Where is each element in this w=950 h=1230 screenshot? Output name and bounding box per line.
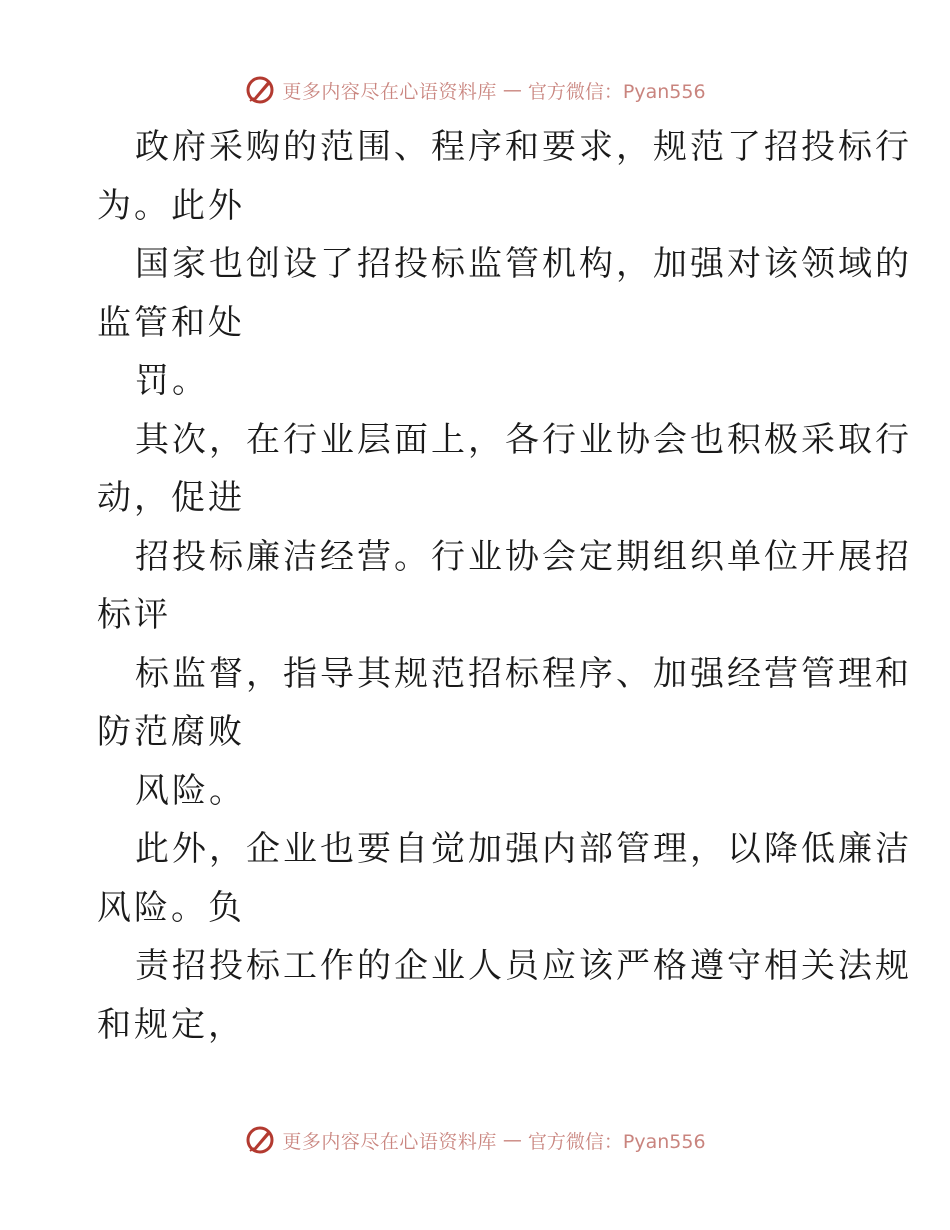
text-line: 标评 — [97, 595, 171, 635]
text-line: 监管和处 — [97, 302, 245, 343]
text-line: 风险。负 — [97, 887, 245, 928]
text-line: 政府采购的范围、程序和要求，规范了招投标行 — [135, 127, 912, 167]
watermark-dash: — — [502, 1129, 522, 1151]
watermark-wechat-text: 官方微信：Pyan556 — [527, 1130, 706, 1153]
document-body — [97, 118, 912, 1054]
watermark-main-text: 更多内容尽在心语资料库 — [282, 1130, 497, 1153]
text-line: 风险。 — [135, 770, 246, 811]
feather-pen-logo-icon — [244, 74, 276, 106]
header-watermark — [0, 70, 950, 110]
feather-pen-logo-icon — [244, 1124, 276, 1156]
text-line: 国家也创设了招投标监管机构，加强对该领域的 — [135, 244, 912, 284]
text-line: 为。此外 — [97, 185, 245, 226]
text-line: 责招投标工作的企业人员应该严格遵守相关法规 — [135, 946, 912, 986]
watermark-main-text: 更多内容尽在心语资料库 — [282, 80, 497, 103]
footer-watermark — [0, 1120, 950, 1160]
text-line: 动，促进 — [97, 478, 245, 518]
text-line: 标监督，指导其规范招标程序、加强经营管理和 — [135, 653, 912, 694]
text-line: 和规定， — [97, 1004, 245, 1045]
text-line: 招投标廉洁经营。行业协会定期组织单位开展招 — [135, 536, 912, 577]
watermark-dash: — — [502, 79, 522, 101]
text-line: 防范腐败 — [97, 712, 245, 752]
text-line: 罚。 — [135, 361, 209, 401]
text-line: 此外，企业也要自觉加强内部管理，以降低廉洁 — [135, 829, 912, 869]
watermark-wechat-text: 官方微信：Pyan556 — [527, 80, 706, 103]
text-line: 其次，在行业层面上，各行业协会也积极采取行 — [135, 419, 912, 460]
